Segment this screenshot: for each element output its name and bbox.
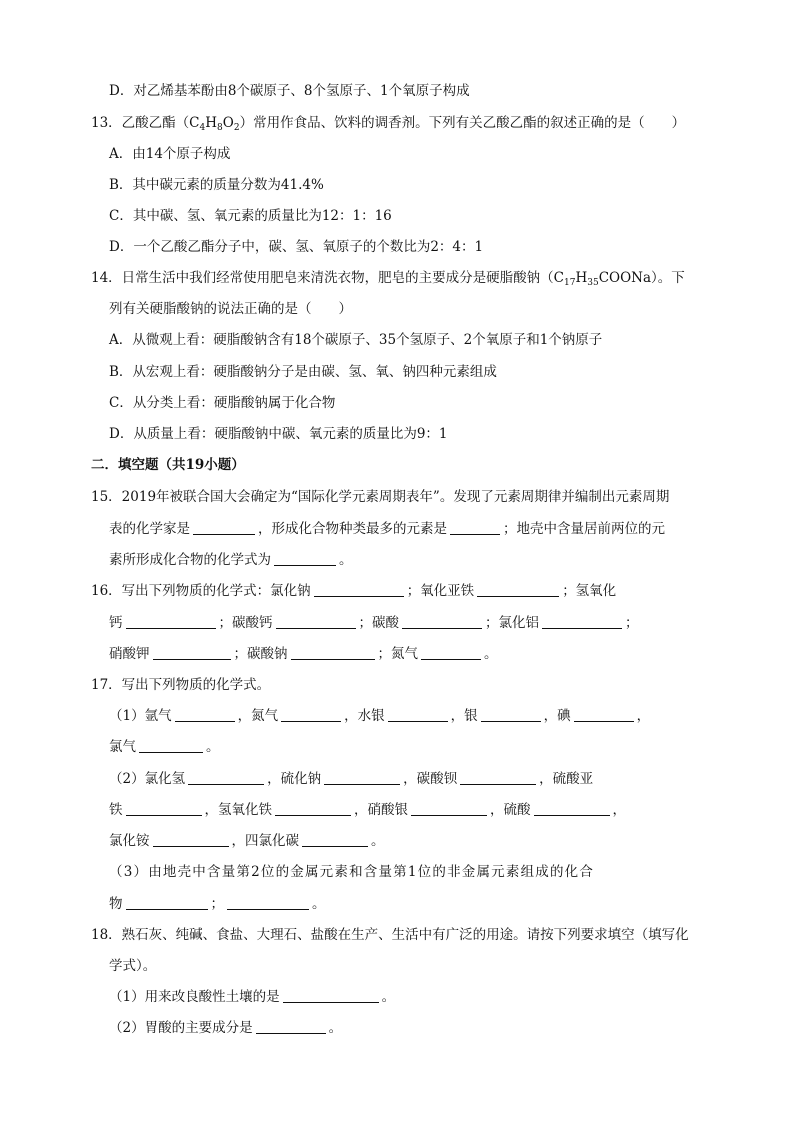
option-13a: A．由14个原子构成 bbox=[109, 146, 231, 162]
option-14d: D．从质量上看：硬脂酸钠中碳、氧元素的质量比为9：1 bbox=[109, 426, 448, 442]
answer-blank[interactable] bbox=[139, 738, 203, 753]
question-16-line2: 钙 ；碳酸钙 ；碳酸 ；氯化铝 ； bbox=[109, 615, 639, 631]
answer-blank[interactable] bbox=[281, 707, 341, 722]
question-17-part2-end: 氯化铵 ，四氯化碳 。 bbox=[109, 833, 385, 849]
answer-blank[interactable] bbox=[275, 801, 351, 816]
answer-blank[interactable] bbox=[324, 770, 400, 785]
answer-blank[interactable] bbox=[421, 645, 481, 660]
option-12d: D．对乙烯基苯酚由8个碳原子、8个氢原子、1个氧原子构成 bbox=[109, 83, 470, 99]
question-18-line2: 学式）。 bbox=[109, 958, 157, 974]
answer-blank[interactable] bbox=[450, 520, 500, 535]
answer-blank[interactable] bbox=[314, 582, 404, 597]
answer-blank[interactable] bbox=[126, 895, 208, 910]
question-16-line1: 16．写出下列物质的化学式：氯化钠 ；氧化亚铁 ；氢氧化 bbox=[91, 583, 617, 599]
answer-blank[interactable] bbox=[153, 645, 231, 660]
answer-blank[interactable] bbox=[388, 707, 448, 722]
question-17-part3-cont: 物 ； 。 bbox=[109, 896, 326, 912]
question-17-part1-cont: 氯气 。 bbox=[109, 739, 220, 755]
option-13c: C．其中碳、氢、氧元素的质量比为12：1：16 bbox=[109, 208, 392, 224]
answer-blank[interactable] bbox=[302, 832, 368, 847]
question-15-line3: 素所形成化合物的化学式为 。 bbox=[109, 552, 353, 568]
answer-blank[interactable] bbox=[274, 551, 336, 566]
question-18-line1: 18．熟石灰、纯碱、食盐、大理石、盐酸在生产、生活中有广泛的用途。请按下列要求填空（填写化 bbox=[91, 927, 689, 943]
answer-blank[interactable] bbox=[402, 614, 482, 629]
question-14-stem-cont: 列有关硬脂酸钠的说法正确的是（ ） bbox=[109, 301, 352, 317]
question-16-line3: 硝酸钾 ；碳酸钠 ；氮气 。 bbox=[109, 646, 498, 662]
option-14a: A．从微观上看：硬脂酸钠含有18个碳原子、35个氢原子、2个氧原子和1个钠原子 bbox=[109, 332, 603, 348]
question-17-title: 17．写出下列物质的化学式。 bbox=[91, 677, 271, 693]
question-13-stem: 13．乙酸乙酯$(C_4H_8O_2)$常用作食品、饮料的调香剂。下列有关乙酸乙酯的叙述正确的是（ ） bbox=[91, 115, 686, 133]
answer-blank[interactable] bbox=[574, 707, 634, 722]
answer-blank[interactable] bbox=[126, 801, 202, 816]
answer-blank[interactable] bbox=[126, 614, 216, 629]
answer-blank[interactable] bbox=[227, 895, 309, 910]
option-13b: B．其中碳元素的质量分数为41.4% bbox=[109, 177, 324, 193]
answer-blank[interactable] bbox=[153, 832, 229, 847]
answer-blank[interactable] bbox=[460, 770, 536, 785]
question-15-line2: 表的化学家是 ，形成化合物种类最多的元素是 ；地壳中含量居前两位的元 bbox=[109, 521, 665, 537]
option-14b: B．从宏观上看：硬脂酸钠分子是由碳、氢、氧、钠四种元素组成 bbox=[109, 364, 497, 380]
question-17-part3: （3）由地壳中含量第2位的金属元素和含量第1位的非金属元素组成的化合 bbox=[109, 864, 595, 880]
answer-blank[interactable] bbox=[542, 614, 622, 629]
answer-blank[interactable] bbox=[534, 801, 610, 816]
answer-blank[interactable] bbox=[291, 645, 375, 660]
answer-blank[interactable] bbox=[276, 614, 356, 629]
question-14-stem: 14．日常生活中我们经常使用肥皂来清洗衣物，肥皂的主要成分是硬脂酸钠$(C_{17}H_{35}COONa)$。下 bbox=[91, 270, 685, 288]
answer-blank[interactable] bbox=[188, 770, 264, 785]
answer-blank[interactable] bbox=[477, 582, 559, 597]
question-17-part2: （2）氯化氢 ，硫化钠 ，碳酸钡 ，硫酸亚 bbox=[109, 771, 594, 787]
question-15-line1: 15．2019年被联合国大会确定为“国际化学元素周期表年”。发现了元素周期律并编制出元素周期 bbox=[91, 489, 670, 505]
question-18-part2: （2）胃酸的主要成分是 。 bbox=[109, 1020, 343, 1036]
option-13d: D．一个乙酸乙酯分子中，碳、氢、氧原子的个数比为2：4：1 bbox=[109, 239, 484, 255]
answer-blank[interactable] bbox=[283, 988, 379, 1003]
question-18-part1: （1）用来改良酸性土壤的是 。 bbox=[109, 989, 396, 1005]
answer-blank[interactable] bbox=[411, 801, 487, 816]
answer-blank[interactable] bbox=[175, 707, 235, 722]
question-17-part1: （1）氩气 ，氮气 ，水银 ，银 ，碘 ， bbox=[109, 708, 651, 724]
answer-blank[interactable] bbox=[193, 520, 255, 535]
option-14c: C．从分类上看：硬脂酸钠属于化合物 bbox=[109, 395, 336, 411]
question-17-part2-cont: 铁 ，氢氧化铁 ，硝酸银 ，硫酸 ， bbox=[109, 802, 626, 818]
answer-blank[interactable] bbox=[481, 707, 541, 722]
answer-blank[interactable] bbox=[256, 1019, 326, 1034]
section-heading: 二．填空题（共19小题） bbox=[91, 457, 245, 473]
